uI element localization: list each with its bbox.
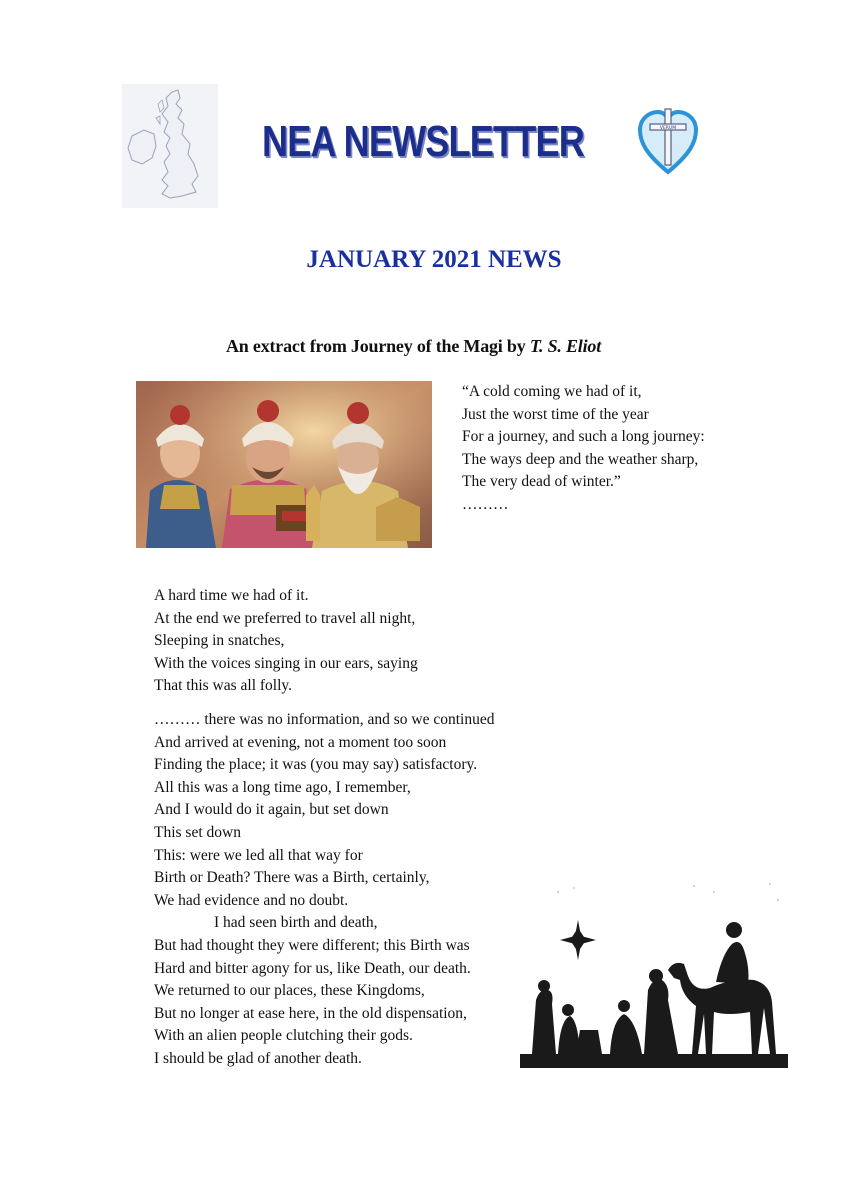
quote-line: Just the worst time of the year [462, 405, 649, 423]
opening-quote [462, 381, 705, 517]
poem-line: And arrived at evening, not a moment too soon [154, 733, 447, 751]
poem-stanza-2 [154, 709, 495, 1071]
poem-line: Hard and bitter agony for us, like Death, our death. [154, 959, 471, 977]
poem-line: Birth or Death? There was a Birth, certainly, [154, 869, 430, 887]
poem-line: ……… there was no information, and so we continued [154, 711, 495, 728]
poem-line: But had thought they were different; this Birth was [154, 936, 470, 954]
poem-line: We had evidence and no doubt. [154, 891, 349, 909]
poem-line: A hard time we had of it. [154, 587, 309, 604]
nativity-silhouette-image [518, 880, 790, 1072]
poem-line: This: were we led all that way for [154, 846, 363, 864]
magi-painting-image [136, 381, 432, 548]
poem-line: I should be glad of another death. [154, 1049, 362, 1067]
poem-line: We returned to our places, these Kingdoms, [154, 982, 425, 1000]
extract-author: T. S. Eliot [529, 336, 601, 356]
poem-line: All this was a long time ago, I remember, [154, 778, 411, 796]
poem-line: But no longer at ease here, in the old dispensation, [154, 1004, 467, 1022]
poem-line: I had seen birth and death, [214, 914, 378, 932]
british-isles-map-icon [122, 84, 218, 208]
quote-line: ……… [462, 495, 509, 513]
quote-line: The very dead of winter.” [462, 473, 621, 491]
poem-line: And I would do it again, but set down [154, 801, 389, 819]
poem-line: Finding the place; it was (you may say) satisfactory. [154, 756, 478, 774]
heart-cross-emblem-icon [636, 106, 700, 178]
quote-line: The ways deep and the weather sharp, [462, 450, 699, 468]
poem-line: With the voices singing in our ears, saying [154, 654, 418, 672]
newsletter-masthead: NEA NEWSLETTER [262, 117, 584, 166]
extract-heading [226, 336, 601, 357]
quote-line: “A cold coming we had of it, [462, 383, 642, 400]
issue-title: JANUARY 2021 NEWS [306, 246, 562, 273]
poem-line: Sleeping in snatches, [154, 632, 285, 650]
poem-line: With an alien people clutching their gods. [154, 1027, 413, 1045]
poem-stanza-1 [154, 585, 418, 698]
poem-line: At the end we preferred to travel all night, [154, 609, 416, 627]
quote-line: For a journey, and such a long journey: [462, 428, 705, 446]
extract-heading-text: An extract from Journey of the Magi by [226, 336, 526, 356]
emblem-text: VERUM [659, 126, 677, 131]
poem-line: This set down [154, 823, 241, 841]
poem-line: That this was all folly. [154, 677, 293, 695]
